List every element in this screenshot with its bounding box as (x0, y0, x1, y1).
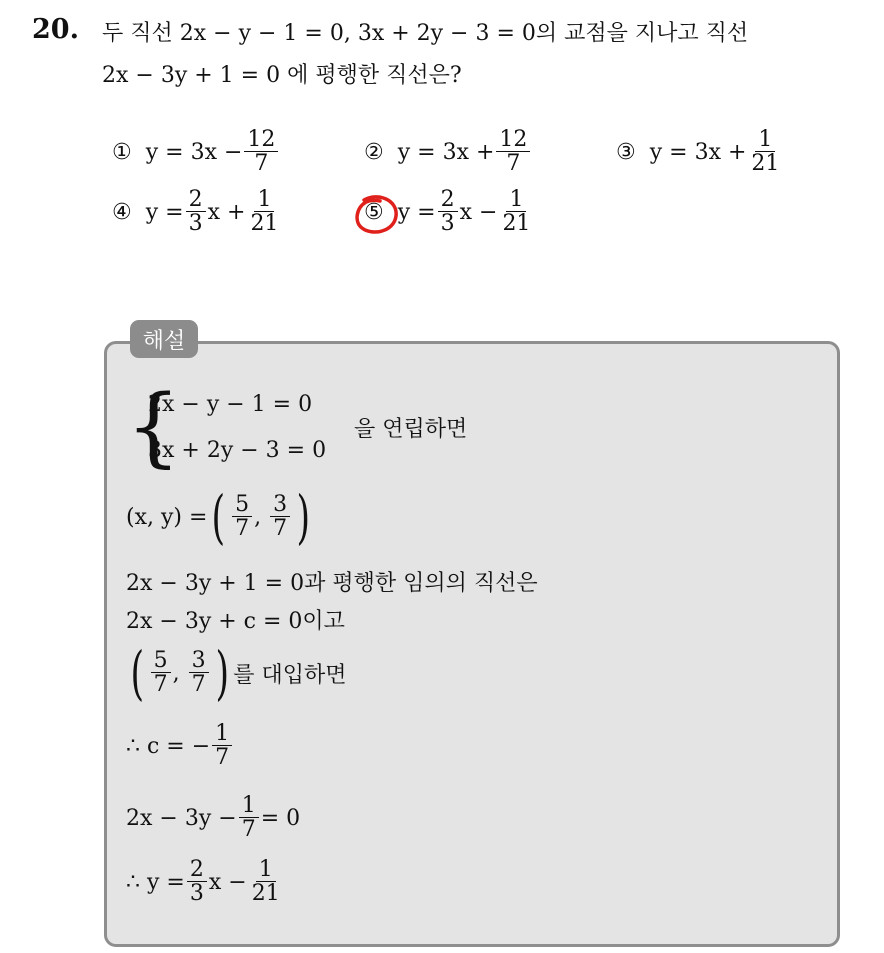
substitute-text: 를 대입하면 (233, 662, 347, 688)
option-3-lhs: y = 3x + (649, 139, 747, 165)
point-x-fraction: $\frac{5}{7}$ (232, 493, 252, 541)
solution-line-3: 2x − 3y + 1 = 0과 평행한 임의의 직선은 (126, 571, 538, 596)
eq-fraction: $\frac{1}{7}$ (239, 794, 259, 842)
answer-circle-mark (352, 194, 402, 240)
c-value-line: ∴ c = − $\frac{1}{7}$ (126, 722, 234, 770)
option-3-fraction: $\frac{1}{21}$ (751, 127, 780, 177)
ans-fraction-1: $\frac{2}{3}$ (187, 858, 207, 906)
option-3[interactable] (616, 128, 784, 176)
option-1-lhs: y = 3x − (145, 139, 243, 165)
option-marker-1: ① (112, 139, 132, 165)
option-2-lhs: y = 3x + (397, 139, 495, 165)
option-5-fraction-2: $\frac{1}{21}$ (502, 187, 531, 237)
question-line-2: 2x − 3y + 1 = 0 에 평행한 직선은? (102, 63, 462, 88)
option-4-fraction-2: $\frac{1}{21}$ (250, 187, 279, 237)
question-number: 20. (32, 14, 79, 45)
point-lhs: (x, y) = (126, 504, 208, 530)
system-text: 을 연립하면 (354, 417, 468, 442)
ans-fraction-2: $\frac{1}{21}$ (251, 857, 280, 907)
result-equation-line: 2x − 3y − $\frac{1}{7}$ = 0 (126, 793, 301, 843)
option-2-fraction: $\frac{12}{7}$ (496, 128, 530, 176)
option-1-fraction: $\frac{12}{7}$ (244, 128, 278, 176)
option-2[interactable] (364, 128, 532, 176)
final-answer-line: ∴ y = $\frac{2}{3}$ x − $\frac{1}{21}$ (126, 858, 285, 906)
option-4-lhs: y = (145, 199, 184, 225)
option-marker-3: ③ (616, 139, 636, 165)
option-4-mid: x + (207, 199, 246, 225)
option-marker-2: ② (364, 139, 384, 165)
c-fraction: $\frac{1}{7}$ (212, 722, 232, 770)
question-line-1: 두 직선 2x − y − 1 = 0, 3x + 2y − 3 = 0의 교점을 지나고 직선 (102, 21, 749, 46)
option-1[interactable] (112, 128, 280, 176)
option-marker-4: ④ (112, 199, 132, 225)
point-y-fraction: $\frac{3}{7}$ (270, 493, 290, 541)
solution-line-4: 2x − 3y + c = 0이고 (126, 609, 345, 634)
system-eq-2: 3x + 2y − 3 = 0 (148, 438, 327, 463)
sub-x-fraction: $\frac{5}{7}$ (151, 649, 171, 697)
point-line: (x, y) = ( $\frac{5}{7}$ , $\frac{3}{7}$ ) (126, 483, 311, 551)
option-5-mid: x − (459, 199, 498, 225)
substitute-line: ( $\frac{5}{7}$ , $\frac{3}{7}$ ) 를 대입하면 (130, 639, 347, 707)
sub-y-fraction: $\frac{3}{7}$ (189, 649, 209, 697)
option-5-lhs: y = (397, 199, 436, 225)
solution-tag: 해설 (130, 320, 198, 358)
system-brace: { (126, 377, 181, 477)
option-4[interactable] (112, 188, 283, 236)
system-eq-1: 2x − y − 1 = 0 (148, 392, 313, 417)
option-5-fraction-1: $\frac{2}{3}$ (438, 188, 458, 236)
option-4-fraction-1: $\frac{2}{3}$ (186, 188, 206, 236)
option-marker-5: ⑤ (364, 199, 384, 225)
